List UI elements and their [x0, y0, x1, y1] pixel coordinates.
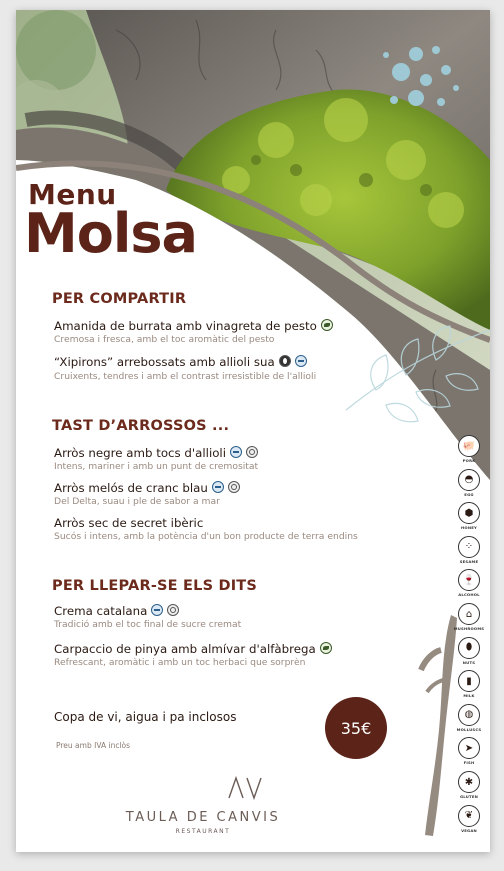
allergen-label: MILK — [463, 693, 475, 699]
allergen-honey — [456, 502, 482, 538]
molluscs-icon — [228, 481, 240, 493]
allergen-milk — [456, 670, 482, 706]
gluten-icon: ✱ — [458, 771, 480, 793]
menu-label: Menu — [28, 178, 117, 211]
fish-icon — [295, 355, 307, 367]
sesame-icon: ⁘ — [458, 536, 480, 558]
fish-icon — [230, 446, 242, 458]
dish-name: Amanida de burrata amb vinagreta de pesto — [54, 319, 333, 333]
vegan-icon: ❦ — [458, 805, 480, 827]
dish-description: Tradició amb el toc final de sucre cremat — [54, 619, 242, 630]
vat-note: Preu amb IVA inclòs — [56, 741, 131, 750]
molluscs-icon — [246, 446, 258, 458]
dish-description: Cremosa i fresca, amb el toc aromàtic del pesto — [54, 334, 275, 345]
allergen-vegan — [456, 805, 482, 841]
allergen-label: MUSHROOMS — [453, 626, 485, 631]
vegan-icon — [320, 642, 332, 654]
section-title-postres: PER LLEPAR-SE ELS DITS — [52, 578, 258, 594]
allergen-mushrooms — [453, 603, 485, 639]
allergen-sesame — [456, 536, 482, 572]
mushroom-icon: ⌂ — [458, 603, 480, 625]
allergen-label: VEGAN — [461, 827, 477, 833]
pig-icon: 🐖 — [458, 435, 480, 457]
allergen-egg — [456, 469, 482, 505]
milk-icon — [151, 604, 163, 616]
dish-description: Sucós i intens, amb la potència d'un bon producte de terra endins — [54, 531, 358, 542]
menu-title: Molsa — [24, 202, 197, 265]
fish-icon: ➤ — [458, 737, 480, 759]
dish-name: Crema catalana — [54, 604, 179, 618]
allergen-pork — [456, 435, 482, 471]
egg-icon: ◓ — [458, 469, 480, 491]
honey-icon: ⬢ — [458, 502, 480, 524]
menu-card — [16, 10, 490, 852]
dish-name: Carpaccio de pinya amb almívar d'alfàbrega — [54, 642, 332, 656]
nuts-icon: ⬮ — [458, 637, 480, 659]
dish-description: Del Delta, suau i ple de sabor a mar — [54, 496, 220, 507]
allergen-label: GLUTEN — [459, 794, 479, 799]
allergen-label: FISH — [463, 760, 475, 766]
molluscs-icon: ◍ — [458, 704, 480, 726]
dish-description: Refrescant, aromàtic i amb un toc herbaci que sorprèn — [54, 657, 306, 668]
dish-name: Arròs negre amb tocs d'allioli — [54, 446, 258, 460]
dish-name: “Xipirons” arrebossats amb allioli sua — [54, 355, 307, 369]
fish-icon — [212, 481, 224, 493]
milk-icon: ▮ — [458, 670, 480, 692]
allergen-label: PORK — [462, 458, 476, 463]
section-title-arrossos: TAST D’ARROSSOS ... — [52, 418, 230, 434]
allergen-gluten — [456, 771, 482, 807]
allergen-label: SESAME — [459, 558, 479, 564]
included-note: Copa de vi, aigua i pa inclosos — [54, 710, 237, 724]
allergen-molluscs — [456, 704, 482, 740]
egg-icon — [167, 604, 179, 616]
section-title-compartir: PER COMPARTIR — [52, 291, 187, 307]
alcohol-icon: 🍷 — [458, 569, 480, 591]
allergen-label: ALCOHOL — [458, 592, 480, 598]
brush-stroke-decoration — [411, 610, 461, 840]
egg-icon — [279, 355, 291, 367]
allergen-label: HONEY — [461, 525, 477, 531]
vegan-icon — [321, 319, 333, 331]
price-badge: 35€ — [325, 697, 387, 759]
allergen-label: EGG — [464, 491, 474, 497]
allergen-nuts — [456, 637, 482, 673]
dish-description: Cruixents, tendres i amb el contrast irresistible de l'allioli — [54, 371, 317, 382]
logo-mark — [227, 776, 263, 800]
dish-name: Arròs sec de secret ibèric — [54, 516, 204, 530]
logo-subtitle: RESTAURANT — [175, 828, 231, 835]
allergen-label: MOLLUSCS — [456, 726, 482, 732]
dish-description: Intens, mariner i amb un punt de cremositat — [54, 461, 259, 472]
allergen-label: NUTS — [462, 659, 476, 665]
logo-name: TAULA DE CANVIS — [125, 810, 281, 825]
allergen-alcohol — [456, 569, 482, 605]
dish-name: Arròs melós de cranc blau — [54, 481, 240, 495]
allergen-fish — [456, 737, 482, 773]
